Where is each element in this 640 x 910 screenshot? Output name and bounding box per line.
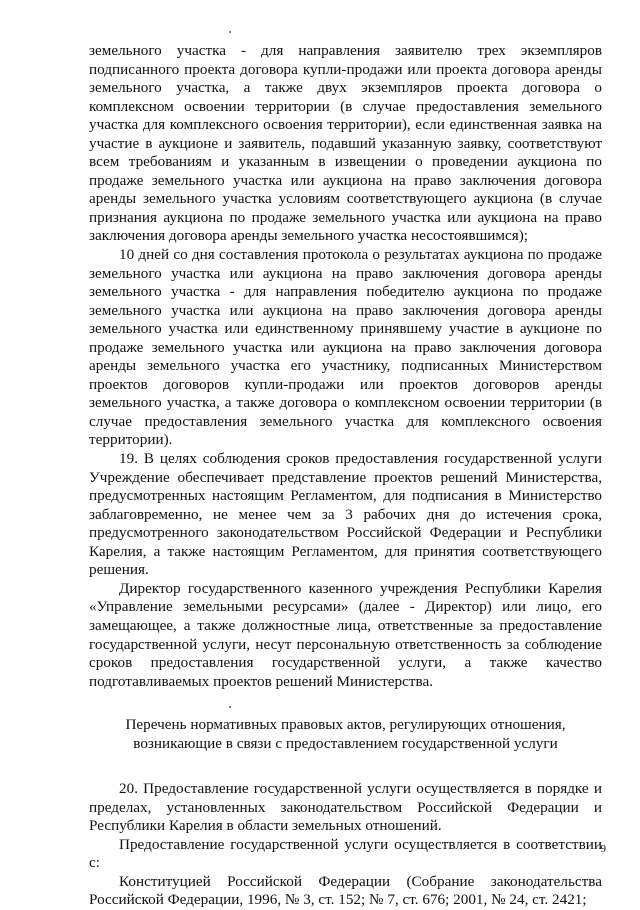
paragraph-20: 20. Предоставление государственной услуги осуществляется в порядке и пределах, установленных законодательством Российской Федерации и Республики Карелия в области земельных отношений. [89,780,602,835]
page-number: 9 [600,843,606,855]
paragraph-continuation: земельного участка - для направления заявителю трех экземпляров подписанного проекта договора купли-продажи или проекта договора аренды земельного участка, а также двух экземпляров проекта договора о комплексном освоении территории (в случае предоставления земельного участка для комплексного освоения территории), если единственная заявка на участие в аукционе и заявитель, подавший указанную заявку, соответствуют всем требованиям и указанным в извещении о проведении аукциона по продаже земельного участка или аукциона на право заключения договора аренды земельного участка условиям соответствующего аукциона (в случае признания аукциона по продаже земельного участка или аукциона на право заключения договора аренды земельного участка несостоявшимся); [89,42,602,245]
paragraph-director: Директор государственного казенного учреждения Республики Карелия «Управление земельными ресурсами» (далее - Директор) или лицо, его замещающее, а также должностные лица, ответственные за предоставление государственной услуги, несут персональную ответственность за соблюдение сроков предоставления государственной услуги, а также качество подготавливаемых проектов решений Министерства. [89,579,602,690]
section-heading [89,716,602,753]
scan-speck [229,31,231,33]
paragraph-19: 19. В целях соблюдения сроков предоставления государственной услуги Учреждение обеспечивает представление проектов решений Министерства, предусмотренных настоящим Регламентом, для подписания в Министерство заблаговременно, не менее чем за 3 рабочих дня до истечения срока, предусмотренного законодательством Российской Федерации и Республики Карелия, а также настоящим Регламентом, для принятия соответствующего решения. [89,450,602,579]
paragraph-10-days: 10 дней со дня составления протокола о результатах аукциона по продаже земельного участка или аукциона на право заключения договора аренды земельного участка - для направления победителю аукциона по продаже земельного участка или аукциона на право заключения договора аренды земельного участка или единственному принявшему участие в аукционе по продаже земельного участка или аукциона на право заключения договора аренды земельного участка его участнику, подписанных Министерством проектов договоров купли-продажи или проектов договоров аренды земельного участка, а также договора о комплексном освоении территории (в случае предоставления земельного участка для комплексного освоения территории). [89,246,602,449]
section-heading-line-1: Перечень нормативных правовых актов, регулирующих отношения, [125,716,566,734]
paragraph-constitution: Конституцией Российской Федерации (Собрание законодательства Российской Федерации, 1996, № 3, ст. 152; № 7, ст. 676; 2001, № 24, ст. 2421; [89,872,602,909]
paragraph-accordance: Предоставление государственной услуги осуществляется в соответствии с: [89,835,602,872]
document-body [89,42,602,910]
section-heading-line-2: возникающие в связи с предоставлением государственной услуги [133,734,558,752]
